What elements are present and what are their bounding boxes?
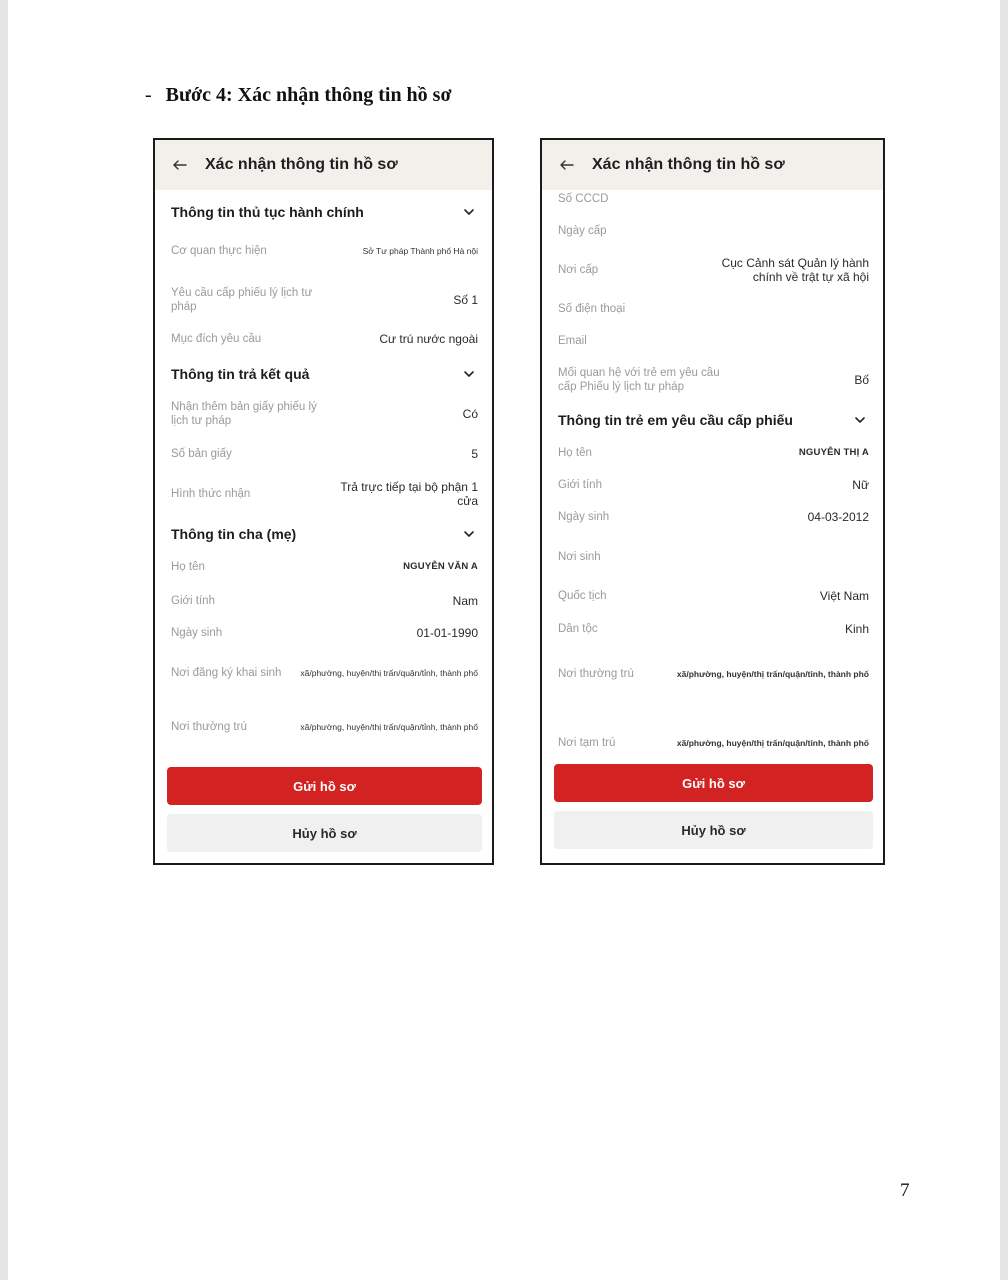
page-edge-left [0,0,8,1280]
back-arrow-icon[interactable] [556,154,578,176]
info-row [171,332,478,346]
row-value: xã/phường, huyện/thị trấn/quận/tỉnh, thành phố [300,668,478,678]
info-row [558,589,869,603]
row-value: NGUYỄN THỊ A [798,447,869,458]
info-row [558,622,869,636]
phone-screenshot-1 [153,138,494,865]
row-value: Số 1 [453,293,478,307]
info-row [171,594,478,608]
row-label: Số bản giấy [171,448,232,460]
row-value: Nam [452,594,478,608]
row-value: Nữ [852,478,869,492]
row-label: Ngày sinh [171,627,223,639]
row-value: Sở Tư pháp Thành phố Hà nội [362,246,478,256]
info-row [558,550,869,564]
row-value: Trả trực tiếp tại bộ phận 1 cửa [340,480,478,508]
step-heading [145,84,452,107]
row-label: Mục đích yêu cầu [171,333,262,345]
info-row [558,667,869,681]
row-label: Số CCCD [558,193,609,205]
submit-button[interactable]: Gửi hồ sơ [554,764,873,802]
row-value: Có [462,407,478,421]
section-header-admin[interactable] [171,200,476,224]
row-value: Cư trú nước ngoài [379,332,478,346]
section-title: Thông tin trả kết quả [171,366,310,382]
row-label: Yêu cầu cấp phiếu lý lịch tư pháp [171,287,313,313]
step-bullet: - [145,84,152,106]
row-label: Nơi sinh [558,551,601,563]
info-row [171,626,478,640]
row-value: 5 [471,447,478,461]
row-value: Bố [854,373,869,387]
screen-title: Xác nhận thông tin hồ sơ [205,156,398,173]
row-label: Quốc tịch [558,590,607,602]
row-value: Kinh [844,622,869,636]
row-label: Giới tính [171,595,215,607]
back-arrow-icon[interactable] [169,154,191,176]
row-label: Cơ quan thực hiện [171,245,267,257]
row-label: Nơi tạm trú [558,737,616,749]
info-row [171,286,478,314]
info-row [171,666,478,680]
info-row [558,446,869,460]
row-value: 01-01-1990 [416,626,478,640]
app-header [542,140,883,190]
info-row [558,510,869,524]
row-label: Họ tên [171,561,205,573]
page-number: 7 [900,1180,910,1201]
cancel-button[interactable]: Hủy hồ sơ [167,814,482,852]
info-row [558,366,869,394]
row-label: Mối quan hệ với trẻ em yêu cầu cấp Phiếu lý lịch tư pháp [558,367,720,393]
row-value: Việt Nam [819,589,869,603]
row-value: xã/phường, huyện/thị trấn/quận/tỉnh, thành phố [676,669,869,679]
row-label: Nơi thường trú [171,721,247,733]
row-label: Email [558,335,587,347]
info-row [171,480,478,508]
info-row [171,447,478,461]
phone-screenshot-2 [540,138,885,865]
info-row [171,720,478,734]
info-row [558,302,869,316]
row-label: Nhận thêm bản giấy phiếu lý lịch tư pháp [171,401,317,427]
info-row [558,256,869,284]
row-label: Dân tộc [558,623,598,635]
row-label: Số điện thoại [558,303,626,315]
row-label: Nơi thường trú [558,668,634,680]
info-row [558,334,869,348]
screen-title: Xác nhận thông tin hồ sơ [592,156,785,173]
chevron-down-icon[interactable] [462,367,476,381]
section-header-child[interactable] [558,408,867,432]
section-title: Thông tin trẻ em yêu cầu cấp phiếu [558,412,793,428]
row-label: Giới tính [558,479,602,491]
section-title: Thông tin cha (mẹ) [171,526,297,542]
step-heading-text: Bước 4: Xác nhận thông tin hồ sơ [165,84,452,106]
row-label: Ngày sinh [558,511,610,523]
chevron-down-icon[interactable] [462,205,476,219]
info-row [558,736,869,750]
row-value: 04-03-2012 [807,510,869,524]
app-header [155,140,492,190]
row-value: xã/phường, huyện/thị trấn/quận/tỉnh, thành phố [300,722,478,732]
row-label: Nơi đăng ký khai sinh [171,667,282,679]
row-value: NGUYỄN VĂN A [403,561,478,572]
cancel-button[interactable]: Hủy hồ sơ [554,811,873,849]
section-title: Thông tin thủ tục hành chính [171,204,364,220]
row-value: Cục Cảnh sát Quản lý hành chính về trật tự xã hội [721,256,869,284]
info-row [171,400,478,428]
row-label: Nơi cấp [558,264,599,276]
document-page [8,0,1000,1280]
info-row [558,224,869,238]
submit-button[interactable]: Gửi hồ sơ [167,767,482,805]
info-row [171,560,478,574]
info-row [558,192,869,206]
row-label: Ngày cấp [558,225,607,237]
chevron-down-icon[interactable] [853,413,867,427]
chevron-down-icon[interactable] [462,527,476,541]
row-label: Hình thức nhận [171,488,251,500]
row-value: xã/phường, huyện/thị trấn/quận/tỉnh, thành phố [676,738,869,748]
row-label: Họ tên [558,447,592,459]
section-header-result[interactable] [171,362,476,386]
section-header-parent[interactable] [171,522,476,546]
info-row [171,244,478,258]
page-edge-right [1000,0,1008,1280]
info-row [558,478,869,492]
